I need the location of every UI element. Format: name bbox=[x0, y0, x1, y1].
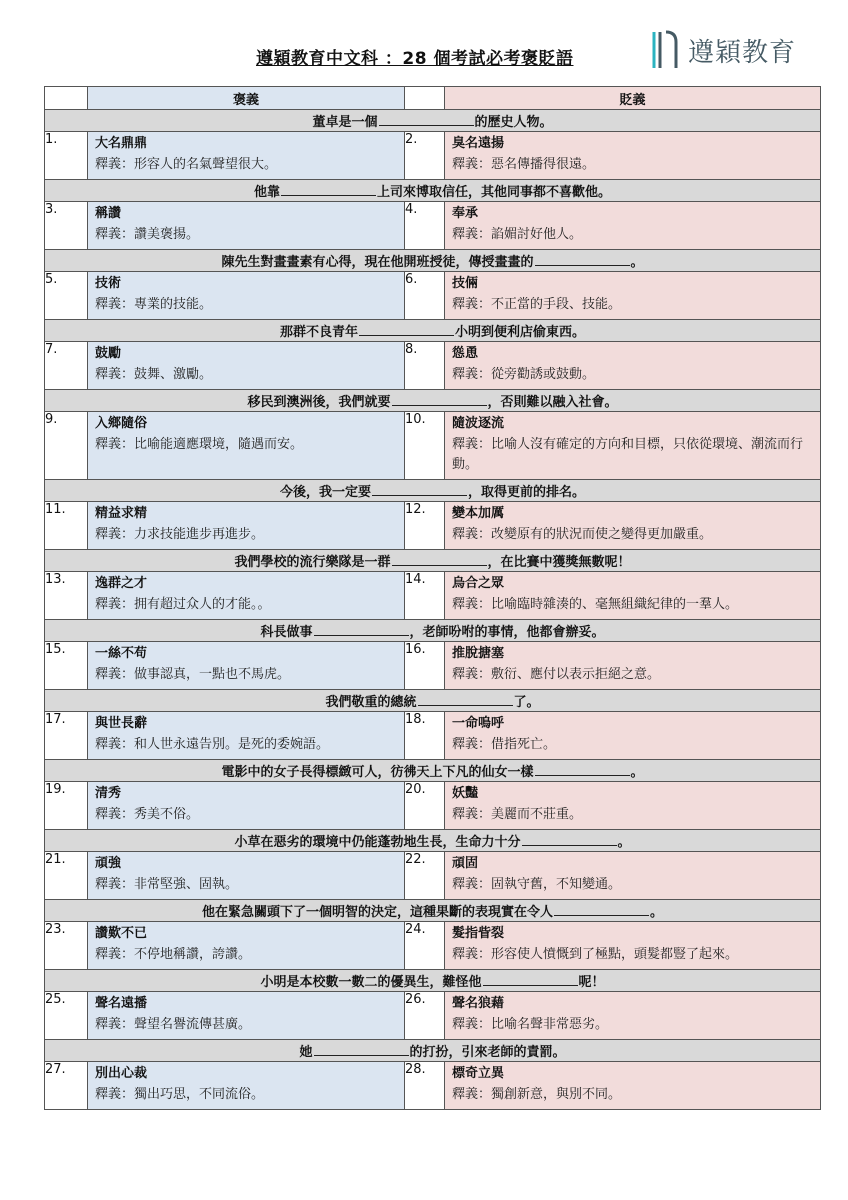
positive-idiom-cell bbox=[88, 712, 405, 760]
negative-definition: 釋義：惡名傳播得很遠。 bbox=[452, 157, 596, 172]
fill-in-sentence bbox=[45, 480, 821, 502]
sentence-after: ，取得更前的排名。 bbox=[468, 485, 586, 500]
negative-idiom-cell bbox=[445, 1062, 821, 1110]
idiom-pair-row bbox=[45, 782, 821, 830]
negative-definition: 釋義：改變原有的狀況而使之變得更加嚴重。 bbox=[452, 527, 713, 542]
sentence-before: 他靠 bbox=[253, 185, 280, 200]
sentence-row bbox=[45, 480, 821, 502]
fill-in-sentence bbox=[45, 760, 821, 782]
negative-term: 標奇立異 bbox=[452, 1066, 505, 1081]
sentence-before: 她 bbox=[299, 1045, 313, 1060]
sentence-row bbox=[45, 250, 821, 272]
answer-blank bbox=[379, 113, 474, 126]
negative-term: 隨波逐流 bbox=[452, 416, 505, 431]
idiom-pair-row bbox=[45, 412, 821, 480]
negative-term: 聲名狼藉 bbox=[452, 996, 505, 1011]
sentence-after: 。 bbox=[630, 765, 644, 780]
negative-idiom-cell bbox=[445, 132, 821, 180]
negative-term: 一命嗚呼 bbox=[452, 716, 505, 731]
negative-header: 貶義 bbox=[445, 87, 821, 110]
positive-idiom-cell bbox=[88, 132, 405, 180]
negative-number: 4. bbox=[405, 202, 445, 250]
negative-number: 22. bbox=[405, 852, 445, 900]
negative-definition: 釋義：美麗而不莊重。 bbox=[452, 807, 583, 822]
fill-in-sentence bbox=[45, 320, 821, 342]
negative-number: 8. bbox=[405, 342, 445, 390]
negative-term: 奉承 bbox=[452, 206, 479, 221]
sentence-row bbox=[45, 1040, 821, 1062]
sentence-row bbox=[45, 110, 821, 132]
positive-term: 精益求精 bbox=[95, 506, 148, 521]
fill-in-sentence bbox=[45, 970, 821, 992]
positive-term: 逸群之才 bbox=[95, 576, 148, 591]
answer-blank bbox=[418, 693, 513, 706]
negative-idiom-cell bbox=[445, 202, 821, 250]
sentence-before: 陳先生對畫畫素有心得，現在他開班授徒，傳授畫畫的 bbox=[221, 255, 534, 270]
positive-definition: 釋義：非常堅強、固執。 bbox=[95, 877, 239, 892]
positive-idiom-cell bbox=[88, 502, 405, 550]
negative-idiom-cell bbox=[445, 712, 821, 760]
positive-number: 1. bbox=[45, 132, 88, 180]
sentence-before: 科長做事 bbox=[260, 625, 313, 640]
negative-definition: 釋義：借指死亡。 bbox=[452, 737, 557, 752]
negative-definition: 釋義：比喻人沒有確定的方向和目標，只依從環境、潮流而行動。 bbox=[452, 437, 804, 472]
sentence-before: 他在緊急關頭下了一個明智的決定，這種果斷的表現實在令人 bbox=[201, 905, 553, 920]
positive-idiom-cell bbox=[88, 782, 405, 830]
positive-definition: 釋義：秀美不俗。 bbox=[95, 807, 200, 822]
answer-blank bbox=[535, 763, 630, 776]
positive-term: 大名鼎鼎 bbox=[95, 136, 148, 151]
positive-number: 15. bbox=[45, 642, 88, 690]
sentence-before: 移民到澳洲後，我們就要 bbox=[247, 395, 391, 410]
sentence-after: 。 bbox=[617, 835, 631, 850]
negative-number: 10. bbox=[405, 412, 445, 480]
positive-number: 7. bbox=[45, 342, 88, 390]
document-title: 遵穎教育中文科 ：28 個考試必考褒貶語 bbox=[256, 49, 574, 69]
idiom-pair-row bbox=[45, 202, 821, 250]
negative-definition: 釋義：不正當的手段、技能。 bbox=[452, 297, 622, 312]
sentence-after: 小明到便利店偷東西。 bbox=[455, 325, 586, 340]
sentence-after: 呢！ bbox=[578, 975, 605, 990]
negative-number: 20. bbox=[405, 782, 445, 830]
positive-idiom-cell bbox=[88, 412, 405, 480]
negative-term: 烏合之眾 bbox=[452, 576, 505, 591]
negative-number: 26. bbox=[405, 992, 445, 1040]
positive-idiom-cell bbox=[88, 272, 405, 320]
fill-in-sentence bbox=[45, 390, 821, 412]
sentence-after: 了。 bbox=[513, 695, 540, 710]
sentence-after: 。 bbox=[650, 905, 664, 920]
positive-idiom-cell bbox=[88, 852, 405, 900]
sentence-before: 董卓是一個 bbox=[312, 115, 378, 130]
positive-definition: 釋義：讚美褒揚。 bbox=[95, 227, 200, 242]
logo-stripes-icon bbox=[650, 28, 680, 72]
sentence-before: 我們敬重的總統 bbox=[325, 695, 417, 710]
positive-number: 27. bbox=[45, 1062, 88, 1110]
negative-number: 6. bbox=[405, 272, 445, 320]
sentence-row bbox=[45, 620, 821, 642]
positive-term: 入鄉隨俗 bbox=[95, 416, 148, 431]
answer-blank bbox=[483, 973, 578, 986]
positive-number: 11. bbox=[45, 502, 88, 550]
sentence-after: ，否則難以融入社會。 bbox=[487, 395, 618, 410]
negative-term: 慫恿 bbox=[452, 346, 479, 361]
fill-in-sentence bbox=[45, 900, 821, 922]
positive-term: 鼓勵 bbox=[95, 346, 122, 361]
negative-definition: 釋義：比喻名聲非常惡劣。 bbox=[452, 1017, 609, 1032]
negative-term: 髮指眥裂 bbox=[452, 926, 505, 941]
sentence-row bbox=[45, 970, 821, 992]
page-header bbox=[0, 0, 848, 84]
sentence-row bbox=[45, 690, 821, 712]
fill-in-sentence bbox=[45, 830, 821, 852]
sentence-after: 的打扮，引來老師的責罰。 bbox=[409, 1045, 566, 1060]
positive-definition: 釋義：鼓舞、激勵。 bbox=[95, 367, 213, 382]
negative-number: 16. bbox=[405, 642, 445, 690]
fill-in-sentence bbox=[45, 550, 821, 572]
answer-blank bbox=[314, 623, 409, 636]
sentence-before: 今後，我一定要 bbox=[279, 485, 371, 500]
idiom-pair-row bbox=[45, 852, 821, 900]
answer-blank bbox=[359, 323, 454, 336]
negative-number: 2. bbox=[405, 132, 445, 180]
negative-idiom-cell bbox=[445, 412, 821, 480]
positive-number: 23. bbox=[45, 922, 88, 970]
idiom-pair-row bbox=[45, 712, 821, 760]
idiom-pair-row bbox=[45, 922, 821, 970]
idiom-pair-row bbox=[45, 502, 821, 550]
sentence-row bbox=[45, 390, 821, 412]
answer-blank bbox=[314, 1043, 409, 1056]
negative-definition: 釋義：從旁勸誘或鼓動。 bbox=[452, 367, 596, 382]
negative-definition: 釋義：敷衍、應付以表示拒絕之意。 bbox=[452, 667, 661, 682]
sentence-before: 我們學校的流行樂隊是一群 bbox=[234, 555, 391, 570]
positive-term: 別出心裁 bbox=[95, 1066, 148, 1081]
positive-number: 13. bbox=[45, 572, 88, 620]
negative-idiom-cell bbox=[445, 642, 821, 690]
fill-in-sentence bbox=[45, 1040, 821, 1062]
negative-definition: 釋義：比喻臨時雜湊的、毫無組織紀律的一羣人。 bbox=[452, 597, 739, 612]
positive-number: 21. bbox=[45, 852, 88, 900]
positive-idiom-cell bbox=[88, 992, 405, 1040]
sentence-row bbox=[45, 900, 821, 922]
sentence-row bbox=[45, 180, 821, 202]
positive-number: 19. bbox=[45, 782, 88, 830]
logo-text: 遵穎教育 bbox=[688, 37, 797, 68]
negative-definition: 釋義：諂媚討好他人。 bbox=[452, 227, 583, 242]
sentence-after: ，在比賽中獲獎無數呢！ bbox=[487, 555, 631, 570]
fill-in-sentence bbox=[45, 620, 821, 642]
positive-number: 9. bbox=[45, 412, 88, 480]
positive-number: 5. bbox=[45, 272, 88, 320]
sentence-after: 。 bbox=[630, 255, 644, 270]
fill-in-sentence bbox=[45, 250, 821, 272]
fill-in-sentence bbox=[45, 110, 821, 132]
idiom-table bbox=[44, 86, 821, 1110]
positive-definition: 釋義：比喻能適應環境，隨遇而安。 bbox=[95, 437, 304, 452]
answer-blank bbox=[281, 183, 376, 196]
positive-term: 一絲不苟 bbox=[95, 646, 148, 661]
negative-term: 頑固 bbox=[452, 856, 479, 871]
positive-number: 25. bbox=[45, 992, 88, 1040]
positive-term: 讚歎不已 bbox=[95, 926, 148, 941]
brand-logo bbox=[650, 26, 796, 74]
negative-term: 推脫搪塞 bbox=[452, 646, 505, 661]
positive-definition: 釋義：獨出巧思，不同流俗。 bbox=[95, 1087, 265, 1102]
negative-term: 技倆 bbox=[452, 276, 479, 291]
positive-definition: 釋義：聲望名譽流傳甚廣。 bbox=[95, 1017, 252, 1032]
positive-idiom-cell bbox=[88, 202, 405, 250]
table-header-row bbox=[45, 87, 821, 110]
positive-idiom-cell bbox=[88, 1062, 405, 1110]
idiom-pair-row bbox=[45, 132, 821, 180]
positive-definition: 釋義：專業的技能。 bbox=[95, 297, 213, 312]
positive-definition: 釋義：拥有超过众人的才能。。 bbox=[95, 597, 271, 612]
sentence-row bbox=[45, 830, 821, 852]
positive-definition: 釋義：做事認真，一點也不馬虎。 bbox=[95, 667, 291, 682]
sentence-before: 小草在惡劣的環境中仍能蓬勃地生長，生命力十分 bbox=[234, 835, 521, 850]
negative-term: 臭名遠揚 bbox=[452, 136, 505, 151]
idiom-pair-row bbox=[45, 642, 821, 690]
negative-idiom-cell bbox=[445, 992, 821, 1040]
negative-idiom-cell bbox=[445, 852, 821, 900]
negative-idiom-cell bbox=[445, 272, 821, 320]
negative-term: 妖豔 bbox=[452, 786, 479, 801]
header-blank-cell bbox=[405, 87, 445, 110]
sentence-before: 小明是本校數一數二的優異生，難怪他 bbox=[260, 975, 482, 990]
negative-definition: 釋義：形容使人憤慨到了極點，頭髮都豎了起來。 bbox=[452, 947, 739, 962]
idiom-pair-row bbox=[45, 992, 821, 1040]
negative-number: 28. bbox=[405, 1062, 445, 1110]
negative-idiom-cell bbox=[445, 922, 821, 970]
answer-blank bbox=[522, 833, 617, 846]
positive-definition: 釋義：形容人的名氣聲望很大。 bbox=[95, 157, 278, 172]
answer-blank bbox=[535, 253, 630, 266]
sentence-before: 那群不良青年 bbox=[279, 325, 358, 340]
sentence-before: 電影中的女子長得標緻可人，彷彿天上下凡的仙女一樣 bbox=[221, 765, 534, 780]
answer-blank bbox=[392, 393, 487, 406]
negative-idiom-cell bbox=[445, 782, 821, 830]
positive-number: 17. bbox=[45, 712, 88, 760]
negative-number: 18. bbox=[405, 712, 445, 760]
negative-idiom-cell bbox=[445, 502, 821, 550]
negative-number: 14. bbox=[405, 572, 445, 620]
negative-term: 變本加厲 bbox=[452, 506, 505, 521]
positive-term: 稱讚 bbox=[95, 206, 122, 221]
negative-idiom-cell bbox=[445, 572, 821, 620]
positive-definition: 釋義：不停地稱讚，誇讚。 bbox=[95, 947, 252, 962]
idiom-pair-row bbox=[45, 342, 821, 390]
positive-idiom-cell bbox=[88, 572, 405, 620]
answer-blank bbox=[392, 553, 487, 566]
positive-definition: 釋義：力求技能進步再進步。 bbox=[95, 527, 265, 542]
idiom-pair-row bbox=[45, 272, 821, 320]
header-blank-cell bbox=[45, 87, 88, 110]
positive-number: 3. bbox=[45, 202, 88, 250]
positive-idiom-cell bbox=[88, 342, 405, 390]
positive-idiom-cell bbox=[88, 922, 405, 970]
fill-in-sentence bbox=[45, 180, 821, 202]
negative-number: 24. bbox=[405, 922, 445, 970]
positive-term: 與世長辭 bbox=[95, 716, 148, 731]
positive-definition: 釋義：和人世永遠告別。是死的委婉語。 bbox=[95, 737, 330, 752]
positive-header: 褒義 bbox=[88, 87, 405, 110]
answer-blank bbox=[554, 903, 649, 916]
positive-idiom-cell bbox=[88, 642, 405, 690]
sentence-row bbox=[45, 550, 821, 572]
negative-definition: 釋義：獨創新意，與別不同。 bbox=[452, 1087, 622, 1102]
idiom-pair-row bbox=[45, 572, 821, 620]
idiom-pair-row bbox=[45, 1062, 821, 1110]
positive-term: 聲名遠播 bbox=[95, 996, 148, 1011]
sentence-after: 的歷史人物。 bbox=[474, 115, 553, 130]
negative-definition: 釋義：固執守舊，不知變通。 bbox=[452, 877, 622, 892]
positive-term: 清秀 bbox=[95, 786, 122, 801]
negative-number: 12. bbox=[405, 502, 445, 550]
sentence-after: 上司來博取信任，其他同事都不喜歡他。 bbox=[377, 185, 612, 200]
sentence-row bbox=[45, 760, 821, 782]
sentence-row bbox=[45, 320, 821, 342]
negative-idiom-cell bbox=[445, 342, 821, 390]
positive-term: 頑強 bbox=[95, 856, 122, 871]
sentence-after: ，老師吩咐的事情，他都會辦妥。 bbox=[409, 625, 605, 640]
positive-term: 技術 bbox=[95, 276, 122, 291]
answer-blank bbox=[372, 483, 467, 496]
fill-in-sentence bbox=[45, 690, 821, 712]
